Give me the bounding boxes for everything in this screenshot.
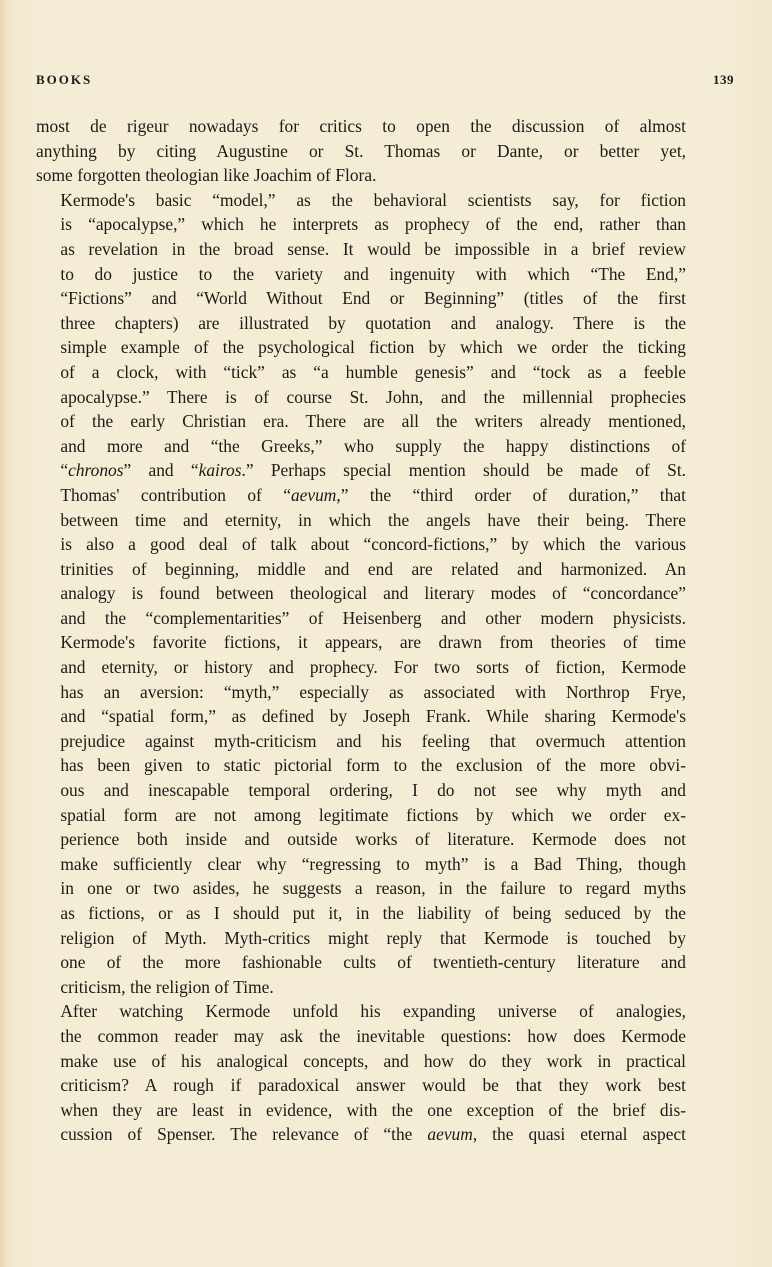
text-line: one of the more fashionable cults of twentieth-century literature and — [60, 952, 686, 973]
text-line: of the early Christian era. There are all the writers already mentioned, — [60, 411, 686, 432]
text-line: Thomas' contribution of “aevum,” the “third order of duration,” that — [60, 484, 686, 505]
text-line: perience both inside and outside works of literature. Kermode does not — [60, 829, 686, 850]
text-line: and more and “the Greeks,” who supply the happy distinctions of — [60, 435, 686, 456]
text-line: has been given to static pictorial form to the exclusion of the more obvi- — [60, 755, 686, 776]
text-line: when they are least in evidence, with the one exception of the brief dis- — [60, 1099, 686, 1120]
text-line: criticism, the religion of Time. — [60, 976, 274, 997]
text-line: Kermode's basic “model,” as the behavioral scientists say, for fiction — [60, 189, 686, 210]
running-head — [36, 72, 734, 92]
paragraph — [36, 999, 686, 1147]
text-line: apocalypse.” There is of course St. John, and the millennial prophecies — [60, 386, 686, 407]
text-line: simple example of the psychological fiction by which we order the ticking — [60, 337, 686, 358]
text-line: make sufficiently clear why “regressing to myth” is a Bad Thing, though — [60, 853, 686, 874]
text-line: to do justice to the variety and ingenuity with which “The End,” — [60, 263, 686, 284]
page-number: 139 — [713, 72, 734, 87]
section-title: BOOKS — [36, 72, 93, 87]
text-line: make use of his analogical concepts, and how do they work in practical — [60, 1050, 686, 1071]
text-line: analogy is found between theological and literary modes of “concordance” — [60, 583, 686, 604]
text-line: criticism? A rough if paradoxical answer would be that they work best — [60, 1075, 686, 1096]
text-line: as fictions, or as I should put it, in the liability of being seduced by the — [60, 903, 686, 923]
text-line: the common reader may ask the inevitable questions: how does Kermode — [60, 1025, 686, 1046]
text-line: prejudice against myth-criticism and his feeling that overmuch attention — [60, 730, 686, 751]
text-line: and “spatial form,” as defined by Joseph Frank. While sharing Kermode's — [60, 706, 686, 727]
text-line: and the “complementarities” of Heisenberg and other modern physicists. — [60, 607, 686, 628]
text-line: between time and eternity, in which the angels have their being. There — [60, 509, 686, 530]
text-line: is “apocalypse,” which he interprets as prophecy of the end, rather than — [60, 214, 686, 235]
text-line: is also a good deal of talk about “concord-fictions,” by which the various — [60, 534, 686, 555]
text-line: most de rigeur nowadays for critics to open the discussion of almost — [36, 116, 686, 136]
body-text — [36, 114, 686, 1147]
text-line: “chronos” and “kairos.” Perhaps special mention should be made of St. — [60, 460, 686, 481]
text-line: After watching Kermode unfold his expanding universe of analogies, — [60, 1001, 686, 1022]
text-line: spatial form are not among legitimate fictions by which we order ex- — [60, 804, 686, 825]
text-line: ous and inescapable temporal ordering, I do not see why myth and — [60, 780, 686, 801]
text-line: cussion of Spenser. The relevance of “the aevum, the quasi eternal aspect — [60, 1124, 686, 1145]
paragraph — [36, 188, 686, 1000]
text-line: some forgotten theologian like Joachim of Flora. — [36, 165, 377, 186]
text-line: has an aversion: “myth,” especially as associated with Northrop Frye, — [60, 681, 686, 702]
text-line: and eternity, or history and prophecy. For two sorts of fiction, Kermode — [60, 657, 686, 678]
paragraph — [36, 114, 686, 188]
text-line: religion of Myth. Myth-critics might reply that Kermode is touched by — [60, 927, 686, 948]
text-line: in one or two asides, he suggests a reason, in the failure to regard myths — [60, 878, 686, 899]
text-line: Kermode's favorite fictions, it appears, are drawn from theories of time — [60, 632, 686, 653]
text-line: anything by citing Augustine or St. Thomas or Dante, or better yet, — [36, 140, 686, 161]
text-line: of a clock, with “tick” as “a humble genesis” and “tock as a feeble — [60, 361, 686, 382]
text-line: as revelation in the broad sense. It would be impossible in a brief review — [60, 238, 686, 259]
text-line: trinities of beginning, middle and end are related and harmonized. An — [60, 558, 686, 579]
text-line: “Fictions” and “World Without End or Beginning” (titles of the first — [60, 288, 686, 309]
text-line: three chapters) are illustrated by quotation and analogy. There is the — [60, 312, 686, 333]
